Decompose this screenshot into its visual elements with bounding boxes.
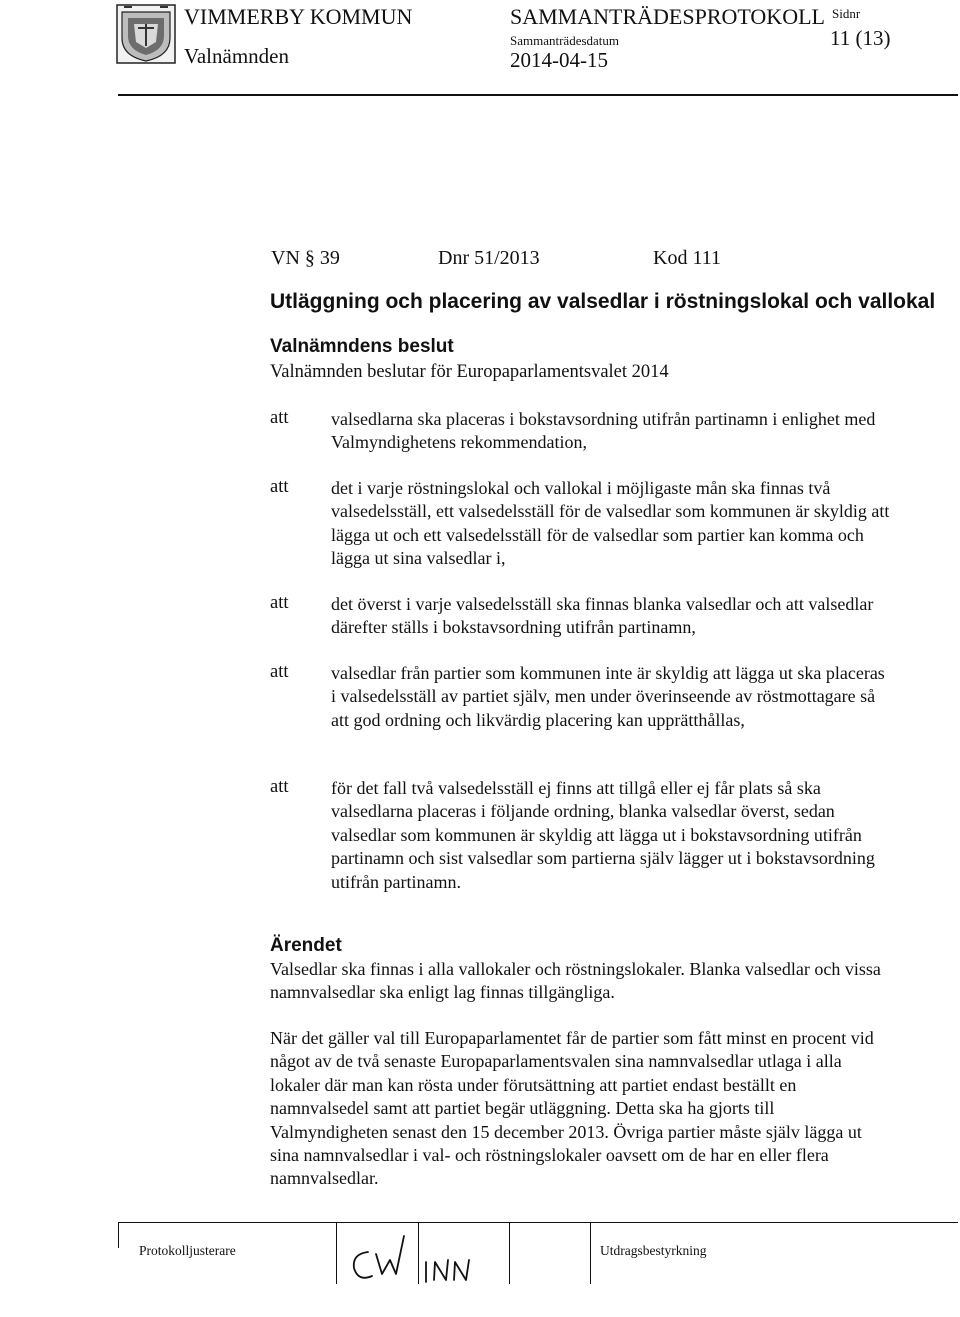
clause-text: för det fall två valsedelsställ ej finns att tillgå eller ej får plats så ska valsedlarna placeras i följande ordning, blanka valsedlar överst, sedan valsedlar som kommunen är skyldig att lägga ut i bokstavsordning utifrån partinamn och sist valsedlar som partierna själv lägger ut i bokstavsordning utifrån partinamn. <box>331 778 875 892</box>
clause-label: att <box>270 777 289 797</box>
clause-label: att <box>270 662 289 682</box>
diary-number: Dnr 51/2013 <box>438 247 540 269</box>
clause-text: valsedlar från partier som kommunen inte är skyldig att lägga ut ska placeras i valsedelsställ av partiet själv, men under överinseende av röstmottagare så att god ordning och likvärdig placering kan upprätthållas, <box>331 663 885 730</box>
document-title: Utläggning och placering av valsedlar i röstningslokal och vallokal <box>270 290 936 313</box>
clause-text: valsedlarna ska placeras i bokstavsordning utifrån partinamn i enlighet med Valmyndighetens rekommendation, <box>331 409 876 453</box>
footer-cell-border <box>118 1222 119 1248</box>
page-number: 11 (13) <box>830 26 891 50</box>
footer-cell-border <box>590 1222 591 1284</box>
meeting-date: 2014-04-15 <box>510 48 608 72</box>
municipality-crest <box>116 4 176 64</box>
extract-certification-label: Utdragsbestyrkning <box>600 1243 707 1258</box>
clause-text: det i varje röstningslokal och vallokal i möjligaste mån ska finnas två valsedelsställ, ett valsedelsställ för de valsedlar som kommunen är skyldig att lägga ut och ett valsedelsställ för de valsedlar som partier kan komma och lägga ut sina valsedlar i, <box>331 478 890 569</box>
footer-divider <box>118 1222 958 1223</box>
decision-intro: Valnämnden beslutar för Europaparlamentsvalet 2014 <box>270 362 669 382</box>
matter-paragraph: Valsedlar ska finnas i alla vallokaler och röstningslokaler. Blanka valsedlar och vissa namnvalsedlar ska enligt lag finnas tillgängliga. <box>270 959 881 1003</box>
meeting-date-label: Sammanträdesdatum <box>510 33 620 48</box>
case-code: Kod 111 <box>653 247 721 269</box>
municipality-name: VIMMERBY KOMMUN <box>184 4 413 29</box>
protocol-adjusters-label: Protokolljusterare <box>139 1243 236 1258</box>
adjuster-signature <box>338 1224 498 1286</box>
decision-heading: Valnämndens beslut <box>270 336 454 357</box>
clause-label: att <box>270 408 289 428</box>
document-type: SAMMANTRÄDESPROTOKOLL <box>510 4 825 29</box>
matter-paragraph: När det gäller val till Europaparlamentet får de partier som fått minst en procent vid något av de två senaste Europaparlamentsvalen sina namnvalsedlar utlaga i alla lokaler där man kan rösta under förutsättning att partiet endast beställt en namnvalsedel samt att partiet begär utläggning. Detta ska ha gjorts till Valmyndigheten senast den 15 december 2013. Övriga partier måste själv lägga ut sina namnvalsedlar i val- och röstningslokaler oavsett om de har en eller flera namnvalsedlar. <box>270 1028 874 1189</box>
header-divider <box>118 94 958 96</box>
clause-text: det överst i varje valsedelsställ ska finnas blanka valsedlar och att valsedlar därefter ställs i bokstavsordning utifrån partinamn, <box>331 594 874 638</box>
clause-label: att <box>270 593 289 613</box>
clause-label: att <box>270 477 289 497</box>
page-number-label: Sidnr <box>832 6 861 21</box>
footer-cell-border <box>509 1222 510 1284</box>
board-name: Valnämnden <box>184 44 289 68</box>
footer-cell-border <box>336 1222 337 1284</box>
matter-heading: Ärendet <box>270 935 342 956</box>
case-number: VN § 39 <box>271 247 340 269</box>
